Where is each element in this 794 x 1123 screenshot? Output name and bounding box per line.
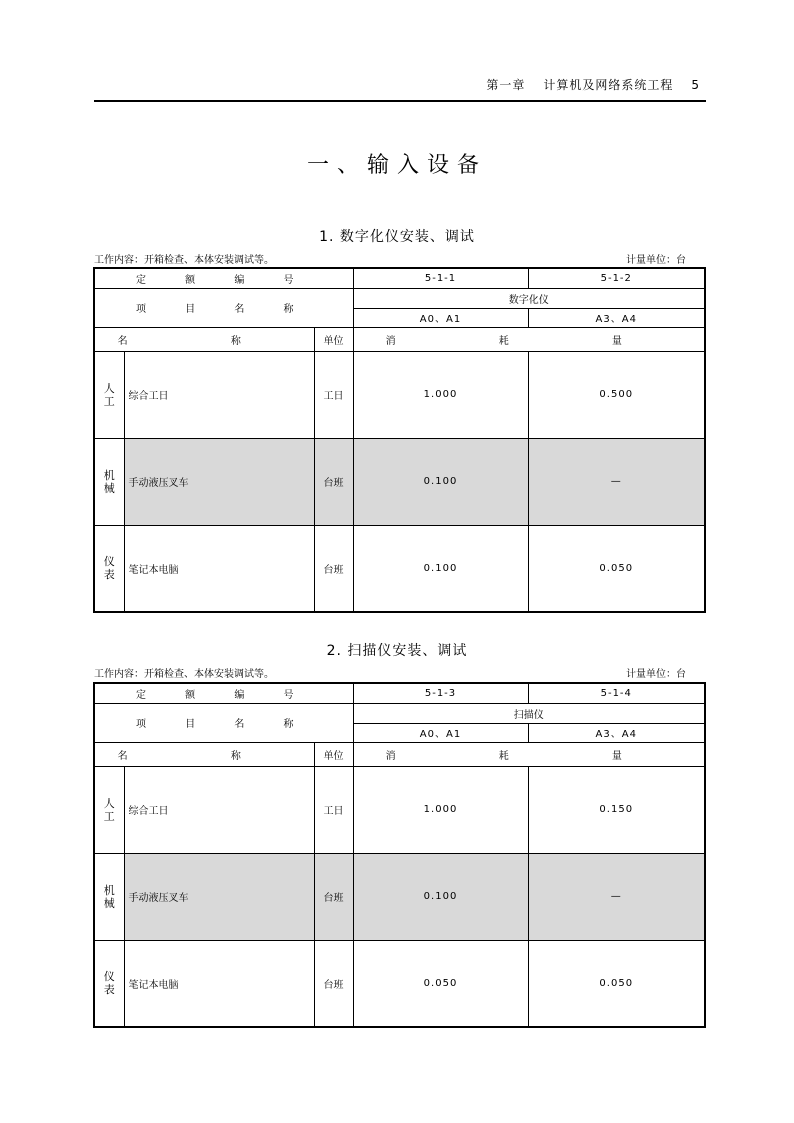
unit-header: 单位 [314,327,353,351]
table-row [94,766,705,853]
measure-unit: 计量单位：台 [626,669,686,680]
table-row [94,438,705,525]
group-name: 数字化仪 [353,288,705,308]
consumption-value: 0.150 [528,766,705,853]
category-cell: 人 工 [94,766,124,853]
item-name-header: 项 目 名 称 [94,703,353,742]
section-1-title: 1. 数字化仪安装、调试 [319,229,475,245]
column-header-row [94,742,705,766]
item-unit: 工日 [314,351,353,438]
consumption-header: 消 耗 量 [353,327,705,351]
quota-code: 5-1-4 [528,683,705,703]
consumption-value: 0.500 [528,351,705,438]
consumption-value: 0.100 [353,525,528,612]
code-row [94,683,705,703]
header-text [486,76,700,93]
work-content: 工作内容：开箱检查、本体安装调试等。 [94,669,274,680]
code-row [94,268,705,288]
table-row [94,525,705,612]
item-unit: 台班 [314,940,353,1027]
item-name: 笔记本电脑 [124,525,314,612]
size-spec: A0、A1 [353,723,528,742]
consumption-value: 1.000 [353,351,528,438]
table-row [94,351,705,438]
category-cell: 机 械 [94,853,124,940]
item-name: 手动液压叉车 [124,853,314,940]
item-name: 笔记本电脑 [124,940,314,1027]
consumption-value: 0.050 [353,940,528,1027]
group-row [94,703,705,723]
item-name: 手动液压叉车 [124,438,314,525]
item-name-header: 项 目 名 称 [94,288,353,327]
item-unit: 台班 [314,438,353,525]
consumption-value: 0.050 [528,525,705,612]
code-header: 定 额 编 号 [94,683,353,703]
quota-table-2 [93,682,706,1028]
quota-code: 5-1-1 [353,268,528,288]
consumption-value: — [528,853,705,940]
category-cell: 机 械 [94,438,124,525]
item-unit: 台班 [314,853,353,940]
category-cell: 仪 表 [94,525,124,612]
page-number: 5 [691,78,700,92]
group-row [94,288,705,308]
main-title: 一、输入设备 [306,153,487,178]
section-2-meta [94,665,704,679]
section-2-title: 2. 扫描仪安装、调试 [326,643,468,659]
quota-code: 5-1-3 [353,683,528,703]
consumption-value: 0.100 [353,438,528,525]
consumption-header: 消 耗 量 [353,742,705,766]
quota-table-1 [93,267,706,613]
item-unit: 工日 [314,766,353,853]
quota-code: 5-1-2 [528,268,705,288]
consumption-value: 1.000 [353,766,528,853]
consumption-value: — [528,438,705,525]
code-header: 定 额 编 号 [94,268,353,288]
unit-header: 单位 [314,742,353,766]
column-header-row [94,327,705,351]
category-cell: 人 工 [94,351,124,438]
item-name: 综合工日 [124,351,314,438]
table-row [94,940,705,1027]
page-header [94,72,706,102]
name-header: 名 称 [94,742,314,766]
item-name: 综合工日 [124,766,314,853]
chapter-title: 计算机及网络系统工程 [543,78,674,92]
consumption-value: 0.100 [353,853,528,940]
section-1-meta [94,251,704,265]
consumption-value: 0.050 [528,940,705,1027]
size-spec: A3、A4 [528,308,705,327]
table-row [94,853,705,940]
chapter-number: 第一章 [486,78,526,92]
size-spec: A0、A1 [353,308,528,327]
size-spec: A3、A4 [528,723,705,742]
measure-unit: 计量单位：台 [626,255,686,266]
item-unit: 台班 [314,525,353,612]
group-name: 扫描仪 [353,703,705,723]
category-cell: 仪 表 [94,940,124,1027]
name-header: 名 称 [94,327,314,351]
work-content: 工作内容：开箱检查、本体安装调试等。 [94,255,274,266]
